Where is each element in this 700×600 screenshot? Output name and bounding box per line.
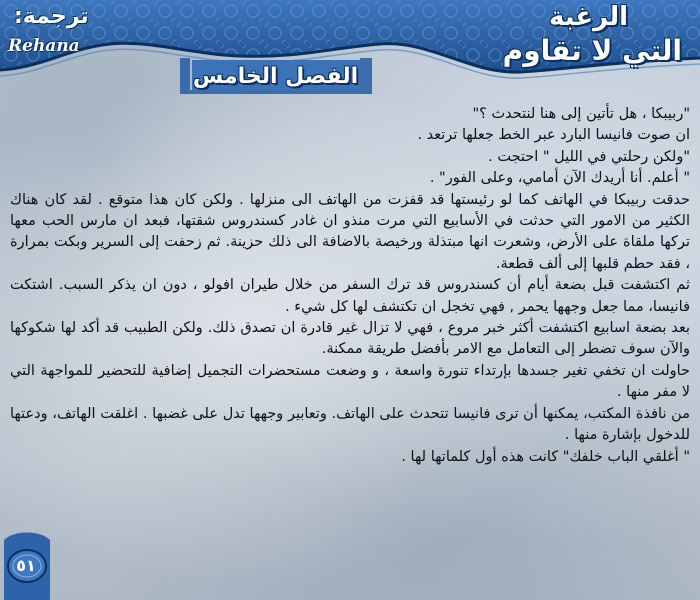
paragraph: ان صوت فانيسا البارد عبر الخط جعلها ترتعد . <box>417 127 690 144</box>
paragraph: " أغلقي الباب خلفك" كانت هذه أول كلماتها لها . <box>401 448 690 465</box>
novel-title-line1: الرغبة <box>549 2 628 32</box>
chapter-body <box>10 104 690 598</box>
translation-label: ترجمة: <box>14 4 89 29</box>
page-number: ٥١ <box>16 556 36 575</box>
paragraph: "ربيبكا ، هل تأتين إلى هنا لنتحدث ؟" <box>472 106 690 122</box>
paragraph: حدقت ربيبكا في الهاتف كما لو رئيستها قد قفزت من الهاتف الى منزلها . ولكن كان هذا متوقع . لقد كان هناك الكثير من الامور التي حدثت في الأسابيع التي مرت منذو ان غادر كسندروس شقتها، فبعد ان مارس الحب معها تركها ملقاة على الأرض، وشعرت انها مبتذلة ورخيصة بالاضافة الى ذلك حزينة. ثم زحفت إلى السرير وبكت بمرارة ، فقد حطم قلبها إلى ألف قطعة. <box>10 191 690 272</box>
paragraph: "ولكن رحلتي في الليل " احتجت . <box>488 148 690 165</box>
paragraph: بعد بضعة اسابيع اكتشفت أكثر خبر مروع ، فهي لا تزال غير قادرة ان تصدق ذلك. ولكن الطبيب قد أكد لها شكوكها والآن سوف تضطر إلى التعامل مع الامر بأفضل طريقة ممكنة. <box>10 320 690 358</box>
paragraph: ثم اكتشفت قبل بضعة أيام أن كسندروس قد ترك السفر من خلال طيران افولو ، دون ان يذكر السبب. اشتكت فانيسا، مما جعل وجهها يحمر , فهي تخجل ان تكتشف لها كل شيء . <box>10 277 690 315</box>
paragraph: حاولت ان تخفي تغير جسدها بإرتداء تنورة واسعة ، و وضعت مستحضرات التجميل إضافية للتحضير للمواجهة التي لا مفر منها . <box>10 362 690 401</box>
paragraph: من نافذة المكتب، يمكنها أن ترى فانيسا تتحدث على الهاتف. وتعابير وجهها تدل على غضبها . اغلقت الهاتف، ودعتها للدخول بإشارة منها . <box>10 405 690 444</box>
novel-title-line2: التي لا تقاوم <box>502 34 682 67</box>
paragraph: " أعلم. أنا أريدك الآن أمامي، وعلى الفور" . <box>429 170 690 187</box>
chapter-title: الفصل الخامس <box>192 64 359 89</box>
translator-name: Rehana <box>8 36 80 56</box>
